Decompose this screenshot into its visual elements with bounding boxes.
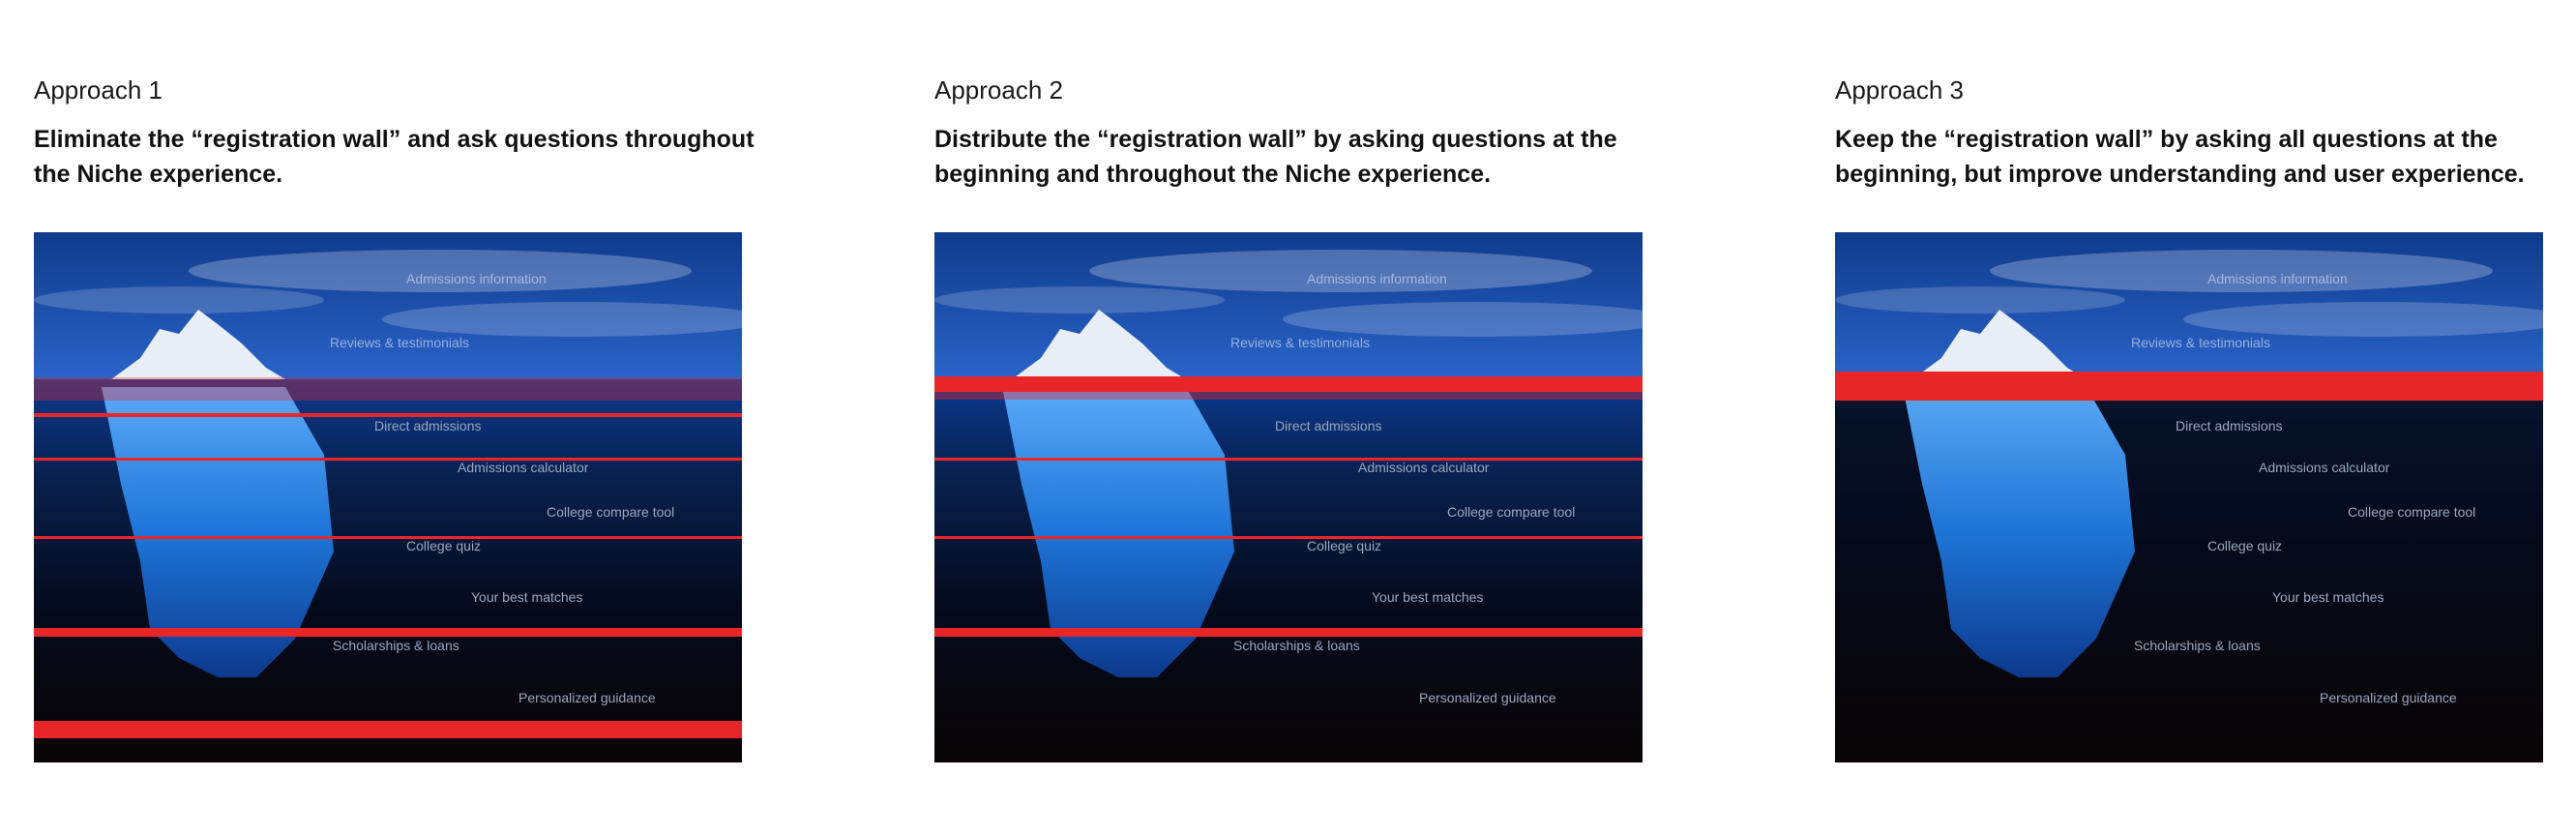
label-direct-admissions: Direct admissions bbox=[2176, 418, 2283, 433]
label-your-best-matches: Your best matches bbox=[1372, 589, 1484, 605]
iceberg-svg bbox=[934, 232, 1643, 762]
approach-description: Distribute the “registration wall” by asking questions at the beginning and throughout the Niche experience. bbox=[934, 126, 1617, 188]
iceberg-svg bbox=[34, 232, 742, 762]
label-reviews-testimonials: Reviews & testimonials bbox=[1230, 335, 1370, 350]
label-personalized-guidance: Personalized guidance bbox=[518, 690, 656, 705]
iceberg-svg bbox=[1835, 232, 2543, 762]
cloud bbox=[934, 286, 1225, 314]
label-admissions-information: Admissions information bbox=[1307, 271, 1447, 286]
registration-wall-line bbox=[934, 536, 1643, 539]
label-scholarships-loans: Scholarships & loans bbox=[1233, 638, 1360, 653]
approach-description: Eliminate the “registration wall” and ask questions throughout the Niche experience. bbox=[34, 126, 755, 188]
approach-description: Keep the “registration wall” by asking all questions at the beginning, but improve understanding and user experience. bbox=[1835, 126, 2525, 188]
label-college-compare-tool: College compare tool bbox=[1447, 504, 1576, 520]
label-college-quiz: College quiz bbox=[406, 538, 482, 553]
label-admissions-calculator: Admissions calculator bbox=[458, 460, 589, 475]
cloud bbox=[1835, 286, 2125, 314]
label-admissions-calculator: Admissions calculator bbox=[2259, 460, 2390, 475]
registration-wall-band bbox=[34, 721, 742, 738]
registration-wall-line bbox=[934, 458, 1643, 461]
label-your-best-matches: Your best matches bbox=[471, 589, 583, 605]
label-college-compare-tool: College compare tool bbox=[2348, 504, 2476, 520]
label-admissions-information: Admissions information bbox=[2207, 271, 2348, 286]
iceberg-illustration bbox=[934, 232, 1643, 762]
label-reviews-testimonials: Reviews & testimonials bbox=[330, 335, 469, 350]
iceberg-illustration bbox=[1835, 232, 2543, 762]
label-personalized-guidance: Personalized guidance bbox=[1419, 690, 1556, 705]
label-your-best-matches: Your best matches bbox=[2272, 589, 2384, 605]
cloud bbox=[34, 286, 324, 314]
iceberg-illustration bbox=[34, 232, 742, 762]
label-college-compare-tool: College compare tool bbox=[547, 504, 675, 520]
approach-title: Approach 2 bbox=[934, 75, 1063, 105]
label-direct-admissions: Direct admissions bbox=[374, 418, 482, 433]
registration-wall-line bbox=[34, 413, 742, 417]
label-scholarships-loans: Scholarships & loans bbox=[333, 638, 459, 653]
label-admissions-calculator: Admissions calculator bbox=[1358, 460, 1490, 475]
label-personalized-guidance: Personalized guidance bbox=[2320, 690, 2457, 705]
registration-wall-band bbox=[934, 376, 1643, 392]
label-direct-admissions: Direct admissions bbox=[1275, 418, 1382, 433]
registration-wall-line bbox=[34, 536, 742, 539]
registration-wall-band bbox=[34, 628, 742, 637]
approach-title: Approach 3 bbox=[1835, 75, 1964, 105]
registration-wall-faint bbox=[34, 377, 742, 401]
registration-wall-line bbox=[34, 458, 742, 461]
registration-wall-band bbox=[934, 628, 1643, 637]
approach-title: Approach 1 bbox=[34, 75, 163, 105]
label-admissions-information: Admissions information bbox=[406, 271, 547, 286]
registration-wall-faint bbox=[934, 392, 1643, 400]
label-scholarships-loans: Scholarships & loans bbox=[2134, 638, 2261, 653]
registration-wall-band bbox=[1835, 372, 2543, 401]
label-college-quiz: College quiz bbox=[2207, 538, 2283, 553]
label-college-quiz: College quiz bbox=[1307, 538, 1382, 553]
label-reviews-testimonials: Reviews & testimonials bbox=[2131, 335, 2270, 350]
